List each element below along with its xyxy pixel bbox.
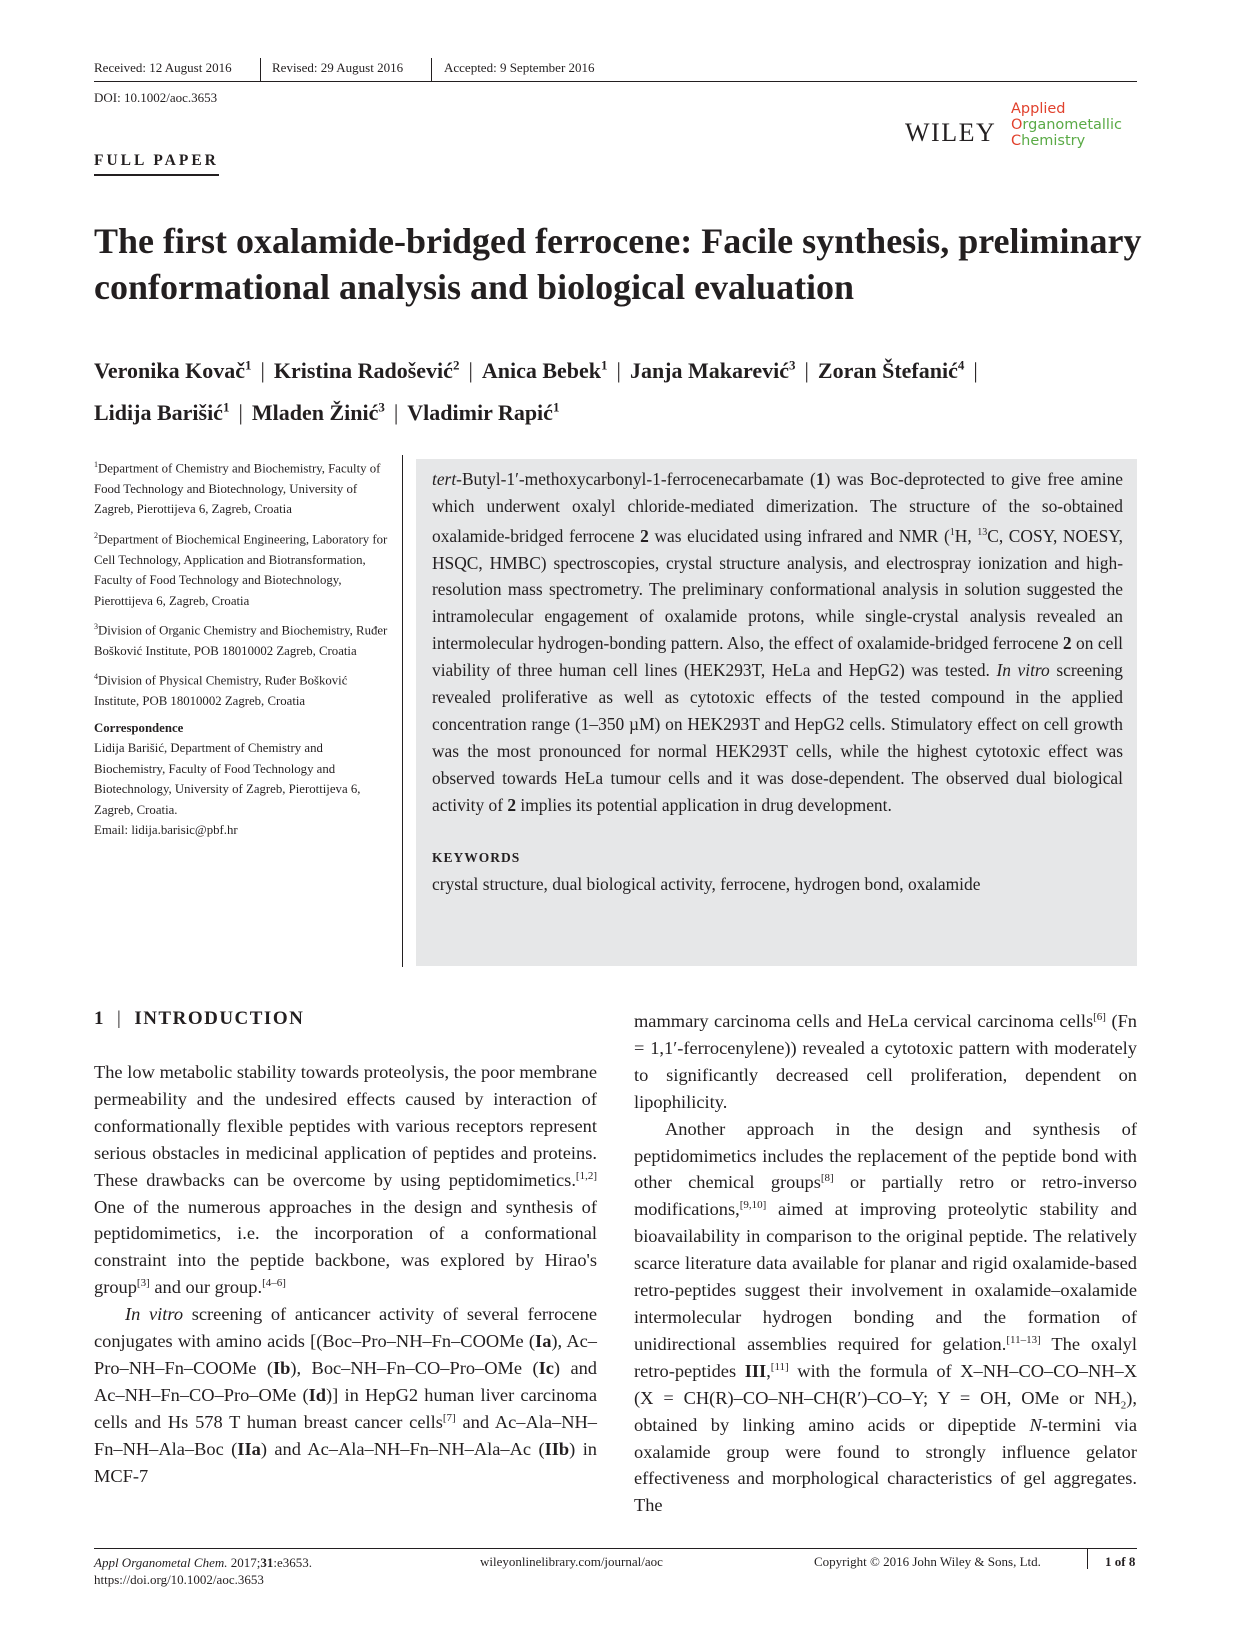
correspondence-email[interactable]: Email: lidija.barisic@pbf.hr — [94, 823, 238, 838]
journal-letter-c: C — [1011, 133, 1022, 149]
abstract-box — [416, 459, 1137, 966]
correspondence-text: Lidija Barišić, Department of Chemistry and Biochemistry, Faculty of Food Technology and Biotechnology, University of Zagreb, Pierottijeva 6, Zagreb, Croatia. — [94, 741, 361, 817]
affiliations — [94, 455, 389, 841]
article-type: FULL PAPER — [94, 152, 219, 176]
citation[interactable]: [6] — [1093, 1010, 1106, 1023]
affiliation: $^2$Department of Biochemical Engineering, Laboratory for Cell Technology, Application and Biotransformation, Faculty of Food Technology and Biotechnology, Pierottijeva 6, Zagreb, Croatia — [94, 530, 388, 608]
citation-info: Appl Organometal Chem. 2017;31:e3653. https://doi.org/10.1002/aoc.3653 — [94, 1555, 312, 1587]
page-number: 1 of 8 — [1105, 1554, 1136, 1569]
author[interactable]: Mladen Žinić$^3$ — [251, 399, 385, 425]
received-date: Received: 12 August 2016 — [94, 60, 232, 75]
divider — [260, 58, 261, 82]
author[interactable]: Janja Makarević$^3$ — [629, 358, 796, 384]
paragraph: mammary carcinoma cells and HeLa cervical carcinoma cells[6] (Fn = 1,1′-ferrocenylene)) revealed a cytotoxic pattern with moderately to significantly decreased cell proliferation, dependent on lipophilicity. — [634, 1010, 1137, 1112]
citation[interactable]: [1,2] — [575, 1169, 597, 1182]
paragraph: In vitro screening of anticancer activity of several ferrocene conjugates with amino acids [(Boc–Pro–NH–Fn–COOMe (Ia), Ac–Pro–NH–Fn–COOMe (Ib), Boc–NH–Fn–CO–Pro–OMe (Ic) and Ac–NH–Fn–CO–Pro–OMe (Id)] in HepG2 human liver carcinoma cells and Hs 578 T human breast cancer cells[7] and Ac–Ala–NH–Fn–NH–Ala–Boc (IIa) and Ac–Ala–NH–Fn–NH–Ala–Ac (IIb) in MCF-7 — [94, 1304, 598, 1486]
affiliation: $^1$Department of Chemistry and Biochemistry, Faculty of Food Technology and Biotechnology, University of Zagreb, Pierottijeva 6, Zagreb, Croatia — [94, 460, 381, 517]
author[interactable]: Anica Bebek$^1$ — [481, 358, 608, 384]
revised-date: Revised: 29 August 2016 — [272, 60, 404, 75]
body-column-left — [94, 1059, 597, 1490]
citation[interactable]: [8] — [820, 1172, 834, 1185]
paper-title: The first oxalamide-bridged ferrocene: Facile synthesis, preliminary conformational analysis and biological evaluation — [94, 221, 1142, 307]
section-heading: 1 | INTRODUCTION — [94, 1008, 305, 1029]
affiliation: $^4$Division of Physical Chemistry, Ruđer Bošković Institute, POB 18010002 Zagreb, Croatia — [94, 672, 348, 709]
keywords: crystal structure, dual biological activity, ferrocene, hydrogen bond, oxalamide — [432, 873, 981, 894]
divider — [431, 58, 432, 82]
body-column-right — [634, 1008, 1137, 1519]
divider — [1087, 1549, 1088, 1569]
journal-name-line1: Applied — [1011, 101, 1066, 117]
author-list: Veronika Kovač$^1$ | Kristina Radošević$^2$ | Anica Bebek$^1$ | Janja Makarević$^3$ | Zoran Štefanić$^4$ | Lidija Barišić$^1$ | Mladen Žinić$^3$ | Vladimir Rapić$^1$ — [94, 358, 978, 425]
journal-name — [1011, 101, 1122, 149]
copyright: Copyright © 2016 John Wiley & Sons, Ltd. — [814, 1554, 1041, 1569]
keywords-heading: KEYWORDS — [432, 849, 521, 865]
page-footer — [94, 1548, 1137, 1587]
publisher-logo: WILEY — [905, 118, 997, 147]
citation[interactable]: [11–13] — [1006, 1333, 1041, 1346]
doi-link[interactable]: https://doi.org/10.1002/aoc.3653 — [94, 1572, 264, 1587]
journal-name-line2: rganometallic — [1022, 117, 1122, 133]
author[interactable]: Vladimir Rapić$^1$ — [407, 399, 560, 425]
author[interactable]: Veronika Kovač$^1$ — [94, 358, 252, 384]
citation[interactable]: [7] — [442, 1411, 456, 1424]
doi[interactable]: DOI: 10.1002/aoc.3653 — [94, 90, 218, 105]
author[interactable]: Lidija Barišić$^1$ — [94, 399, 230, 425]
affiliation: $^3$Division of Organic Chemistry and Biochemistry, Ruđer Bošković Institute, POB 18010002 Zagreb, Croatia — [94, 622, 388, 658]
paragraph: The low metabolic stability towards proteolysis, the poor membrane permeability and the undesired effects caused by interaction of conformationally flexible peptides with various receptors represent serious obstacles in medicinal application of peptides and proteins. These drawbacks can be overcome by using peptidomimetics.[1,2] One of the numerous approaches in the design and synthesis of peptidomimetics, i.e. the incorporation of a conformational constraint into the peptide backbone, was explored by Hirao's group[3] and our group.[4–6] — [94, 1062, 597, 1298]
correspondence-heading: Correspondence — [94, 720, 184, 735]
author[interactable]: Zoran Štefanić$^4$ — [817, 358, 965, 384]
citation[interactable]: [9,10] — [739, 1199, 767, 1212]
accepted-date: Accepted: 9 September 2016 — [444, 60, 595, 75]
citation[interactable]: [4–6] — [262, 1277, 286, 1290]
journal-name-line3: hemistry — [1021, 133, 1086, 149]
header-dates — [94, 58, 1137, 82]
citation[interactable]: [11] — [770, 1360, 789, 1373]
citation[interactable]: [3] — [136, 1277, 150, 1290]
journal-letter-o: O — [1011, 117, 1023, 133]
journal-logo — [905, 100, 1145, 156]
divider — [402, 455, 403, 967]
author[interactable]: Kristina Radošević$^2$ — [273, 358, 460, 384]
journal-site-link[interactable]: wileyonlinelibrary.com/journal/aoc — [480, 1554, 663, 1569]
paragraph: Another approach in the design and synthesis of peptidomimetics includes the replacement of the peptide bond with other chemical groups[8] or partially retro or retro-inverso modifications,[9,10] aimed at improving proteolytic stability and bioavailability in comparison to the original peptide. The relatively scarce literature data available for planar and rigid oxalamide-based retro-peptides suggest their involvement in oxalamide–oxalamide intermolecular hydrogen bonding and the formation of unidirectional assemblies required for gelation.[11–13] The oxalyl retro-peptides III,[11] with the formula of X–NH–CO–CO–NH–X (X = CH(R)–CO–NH–CH(R′)–CO–Y; Y = OH, OMe or $NH_2$), obtained by linking amino acids or dipeptide N-termini via oxalamide group were found to strongly influence gelator effectiveness and morphological characteristics of gel aggregates. The — [634, 1118, 1137, 1516]
abstract-text: tert-Butyl-1′-methoxycarbonyl-1-ferrocenecarbamate (1) was Boc-deprotected to give free amine which underwent oxalyl chloride-mediated dimerization. The structure of the so-obtained oxalamide-bridged ferrocene 2 was elucidated using infrared and NMR ($^1$H, $^{13}$C, COSY, NOESY, HSQC, HMBC) spectroscopies, crystal structure analysis, and electrospray ionization and high-resolution mass spectrometry. The preliminary conformational analysis in solution suggested the intramolecular engagement of oxalamide protons, while single-crystal analysis revealed an intermolecular hydrogen-bonding pattern. Also, the effect of oxalamide-bridged ferrocene 2 on cell viability of three human cell lines (HEK293T, HeLa and HepG2) was tested. In vitro screening revealed proliferative as well as cytotoxic effects of the tested compound in the applied concentration range (1–350 µM) on HEK293T and HepG2 cells. Stimulatory effect on cell growth was the most pronounced for normal HEK293T cells, while the highest cytotoxic effect was observed towards HeLa tumour cells and it was dose-dependent. The observed dual biological activity of 2 implies its potential application in drug development. — [432, 469, 1123, 815]
